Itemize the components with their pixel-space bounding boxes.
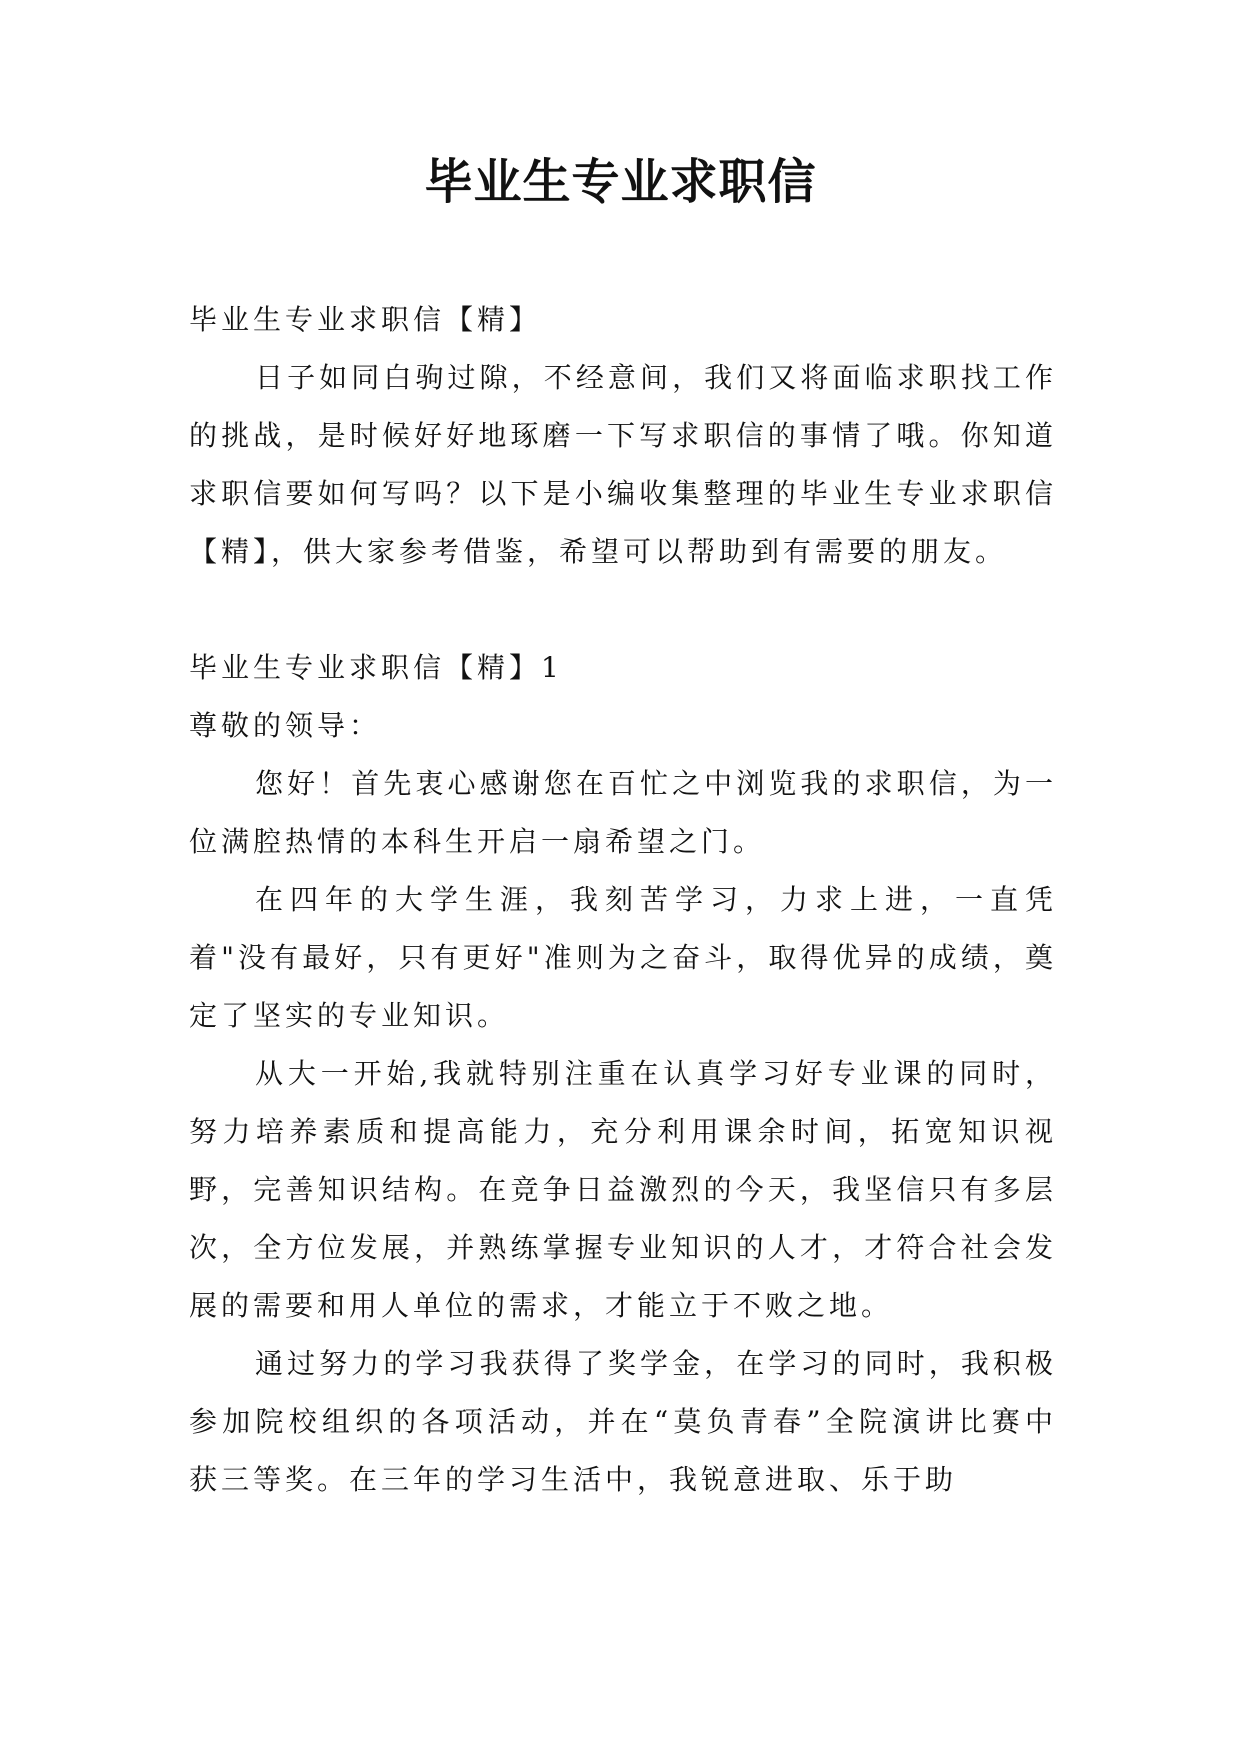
- document-title: 毕业生专业求职信: [424, 154, 817, 210]
- intro-paragraph: 日子如同白驹过隙，不经意间，我们又将面临求职找工作的挑战，是时候好好地琢磨一下写求职信的事情了哦。你知道求职信要如何写吗？以下是小编收集整理的毕业生专业求职信【精】，供大家参考借鉴，希望可以帮助到有需要的朋友。: [189, 361, 1057, 568]
- body-paragraph: 通过努力的学习我获得了奖学金，在学习的同时，我积极参加院校组织的各项活动，并在“莫负青春”全院演讲比赛中获三等奖。在三年的学习生活中，我锐意进取、乐于助: [189, 1347, 1057, 1496]
- body-paragraph: 从大一开始,我就特别注重在认真学习好专业课的同时，努力培养素质和提高能力，充分利用课余时间，拓宽知识视野，完善知识结构。在竞争日益激烈的今天，我坚信只有多层次，全方位发展，并熟练掌握专业知识的人才，才符合社会发展的需要和用人单位的需求，才能立于不败之地。: [189, 1057, 1057, 1322]
- body-paragraph: 您好！首先衷心感谢您在百忙之中浏览我的求职信，为一位满腔热情的本科生开启一扇希望之门。: [189, 767, 1057, 858]
- body-paragraph: 在四年的大学生涯，我刻苦学习，力求上进，一直凭着"没有最好，只有更好"准则为之奋斗，取得优异的成绩，奠定了坚实的专业知识。: [189, 883, 1057, 1032]
- section-heading: 毕业生专业求职信【精】1: [189, 651, 563, 684]
- section-spacer: [189, 581, 1057, 639]
- salutation: 尊敬的领导：: [189, 709, 382, 742]
- document-body: [189, 291, 1057, 1509]
- intro-heading: 毕业生专业求职信【精】: [189, 303, 542, 336]
